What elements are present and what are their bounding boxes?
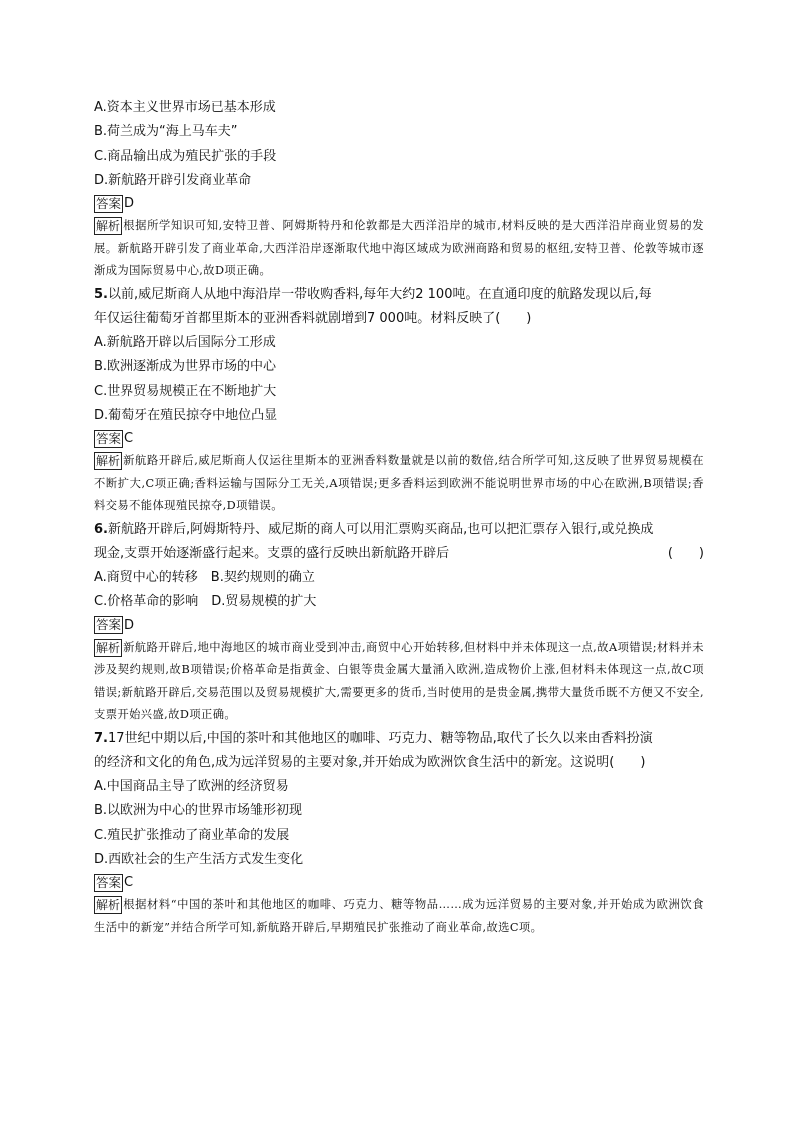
question-6: [94, 518, 704, 727]
options-row: A.商贸中心的转移 B.契约规则的确立: [94, 569, 315, 585]
option-d: D.新航路开辟引发商业革命: [94, 172, 252, 188]
explanation-text: 根据所学知识可知,安特卫普、阿姆斯特丹和伦敦都是大西洋沿岸的城市,材料反映的是大西洋沿岸商业贸易的发展。新航路开辟引发了商业革命,大西洋沿岸逐渐取代地中海区域成为欧洲商路和贸易的枢纽,安特卫普、伦敦等城市逐渐成为国际贸易中心,故D项正确。: [94, 219, 704, 278]
option-a: A.中国商品主导了欧洲的经济贸易: [94, 778, 289, 794]
answer-row: [94, 428, 704, 450]
answer-value: D: [124, 196, 135, 212]
question-number: 5.: [94, 286, 108, 302]
explanation-text: 新航路开辟后,地中海地区的城市商业受到冲击,商贸中心开始转移,但材料中并未体现这一点,故A项错误;材料并未涉及契约规则,故B项错误;价格革命是指黄金、白银等贵金属大量涌入欧洲,造成物价上涨,但材料未体现这一点,故C项错误;新航路开辟后,交易范围以及贸易规模扩大,需要更多的货币,当时使用的是贵金属,携带大量货币既不方便又不安全,支票开始兴盛,故D项正确。: [94, 640, 704, 722]
answer-row: [94, 193, 704, 215]
question-stem-line: 年仅运往葡萄牙首都里斯本的亚洲香料就剧增到7 000吨。材料反映了( ): [94, 310, 532, 326]
question-stem: 17世纪中期以后,中国的茶叶和其他地区的咖啡、巧克力、糖等物品,取代了长久以来由香料扮演: [107, 730, 653, 746]
question-number: 6.: [94, 521, 108, 537]
explanation-text: 新航路开辟后,威尼斯商人仅运往里斯本的亚洲香料数量就是以前的数倍,结合所学可知,这反映了世界贸易规模在不断扩大,C项正确;香料运输与国际分工无关,A项错误;更多香料运到欧洲不能说明世界市场的中心在欧洲,B项错误;香料交易不能体现殖民掠夺,D项错误。: [94, 454, 704, 513]
question-stem-line: [94, 283, 704, 307]
option-b: B.荷兰成为“海上马车夫”: [94, 124, 238, 140]
answer-tag: 答案: [96, 195, 122, 211]
answer-tag: 答案: [96, 430, 122, 446]
question-stem: 以前,威尼斯商人从地中海沿岸一带收购香料,每年大约2 100吨。在直通印度的航路发现以后,每: [107, 286, 652, 302]
answer-tag: 答案: [96, 874, 122, 890]
explanation: [94, 637, 704, 727]
explanation-text: 根据材料“中国的茶叶和其他地区的咖啡、巧克力、糖等物品……成为远洋贸易的主要对象,并开始成为欧洲饮食生活中的新宠”并结合所学可知,新航路开辟后,早期殖民扩张推动了商业革命,故选C项。: [94, 898, 704, 934]
answer-parenthesis: ( ): [667, 545, 704, 561]
option-b: B.欧洲逐渐成为世界市场的中心: [94, 359, 277, 375]
document-page: [94, 96, 704, 939]
question-5: [94, 283, 704, 518]
question-4: [94, 96, 704, 283]
question-7: [94, 727, 704, 939]
option-d: D.葡萄牙在殖民掠夺中地位凸显: [94, 407, 278, 423]
question-stem-line: [94, 542, 704, 566]
answer-value: C: [124, 875, 134, 891]
explanation-tag: 解析: [96, 454, 121, 469]
explanation: [94, 894, 704, 939]
option-d: D.西欧社会的生产生活方式发生变化: [94, 851, 304, 867]
explanation: [94, 215, 704, 283]
question-stem: 现金,支票开始逐渐盛行起来。支票的盛行反映出新航路开辟后: [94, 545, 450, 561]
option-c: C.殖民扩张推动了商业革命的发展: [94, 827, 290, 843]
answer-value: C: [124, 431, 134, 447]
option-a: A.资本主义世界市场已基本形成: [94, 100, 276, 115]
explanation: [94, 450, 704, 518]
options-row: C.价格革命的影响 D.贸易规模的扩大: [94, 594, 317, 610]
option-c: C.世界贸易规模正在不断地扩大: [94, 383, 277, 399]
explanation-tag: 解析: [96, 898, 121, 913]
option-b: B.以欧洲为中心的世界市场雏形初现: [94, 803, 303, 819]
option-a: A.新航路开辟以后国际分工形成: [94, 334, 276, 350]
question-stem-line: [94, 727, 704, 751]
answer-row: [94, 615, 704, 637]
question-stem-line: [94, 518, 704, 542]
answer-row: [94, 872, 704, 894]
explanation-tag: 解析: [96, 219, 121, 234]
option-c: C.商品输出成为殖民扩张的手段: [94, 148, 277, 164]
question-number: 7.: [94, 730, 108, 746]
question-stem: 新航路开辟后,阿姆斯特丹、威尼斯的商人可以用汇票购买商品,也可以把汇票存入银行,或兑换成: [107, 521, 654, 537]
question-stem-line: 的经济和文化的角色,成为远洋贸易的主要对象,并开始成为欧洲饮食生活中的新宠。这说明( ): [94, 754, 646, 770]
answer-value: D: [124, 617, 135, 633]
answer-tag: 答案: [96, 617, 122, 633]
explanation-tag: 解析: [96, 640, 121, 655]
